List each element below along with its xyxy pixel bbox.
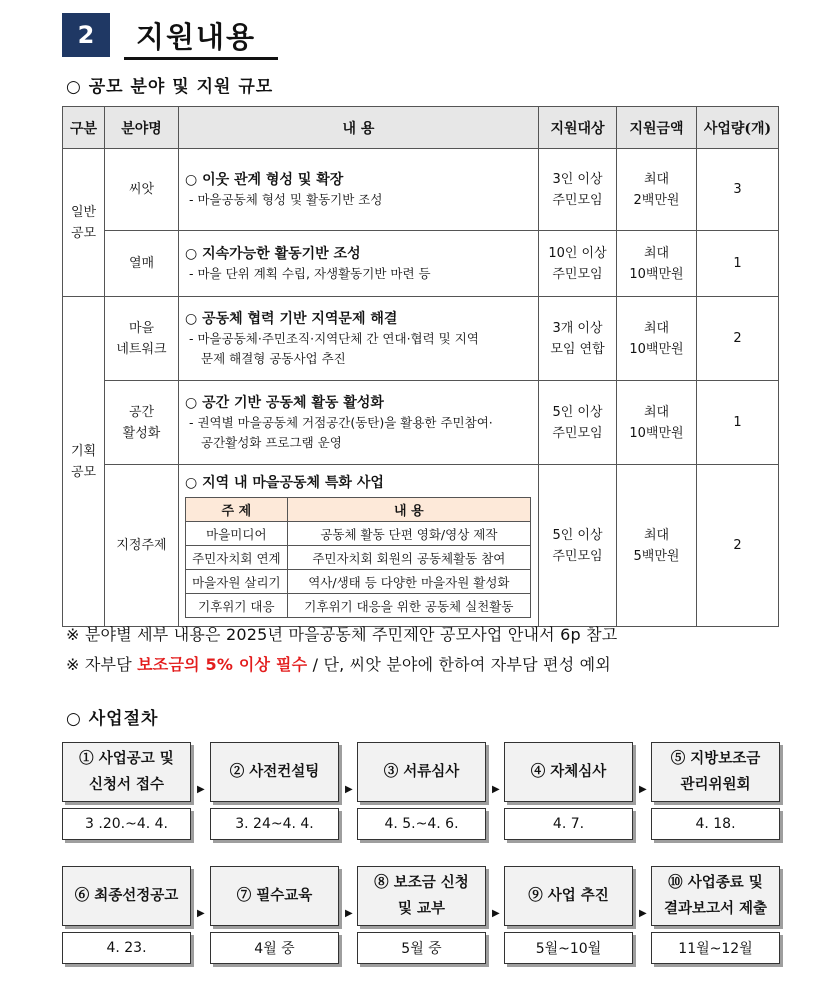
content-cell: [179, 231, 539, 297]
arrow-right-icon: ▶: [197, 784, 205, 795]
subtable-header-content: 내 용: [287, 498, 530, 522]
amount-cell: 최대 2백만원: [617, 149, 697, 231]
subtable-topic: 마을미디어: [186, 522, 288, 546]
subheading-support-scale: ○ 공모 분야 및 지원 규모: [66, 77, 274, 97]
step-date: 4. 18.: [651, 808, 780, 840]
subtable-content: 주민자치회 회원의 공동체활동 참여: [287, 546, 530, 570]
note-prefix: ※ 자부담: [66, 655, 138, 674]
arrow-right-icon: ▶: [639, 908, 647, 919]
note-suffix: / 단, 씨앗 분야에 한하여 자부담 편성 예외: [307, 655, 611, 674]
content-desc-line: - 권역별 마을공동체 거점공간(동탄)을 활용한 주민참여·: [189, 414, 493, 430]
step-label: ④ 자체심사: [504, 742, 633, 802]
subtable-row: [186, 546, 531, 570]
theme-subtable: [185, 497, 531, 618]
content-title: ○ 지속가능한 활동기반 조성: [185, 245, 361, 262]
process-step-10: [651, 866, 780, 964]
subtable-content: 공동체 활동 단편 영화/영상 제작: [287, 522, 530, 546]
table-header-row: [63, 107, 779, 149]
arrow-right-icon: ▶: [345, 908, 353, 919]
step-label: ⑤ 지방보조금 관리위원회: [651, 742, 780, 802]
table-row: [63, 231, 779, 297]
process-step-9: [504, 866, 633, 964]
step-date: 3 .20.~4. 4.: [62, 808, 191, 840]
process-step-7: [210, 866, 339, 964]
content-desc: [185, 329, 532, 369]
arrow-right-icon: ▶: [492, 908, 500, 919]
group-planned: 기획 공모: [63, 297, 105, 627]
content-desc-line: - 마을공동체·주민조직·지역단체 간 연대·협력 및 지역: [189, 330, 479, 346]
step-label: ⑥ 최종선정공고: [62, 866, 191, 926]
step-label: ⑧ 보조금 신청 및 교부: [357, 866, 486, 926]
step-label: ② 사전컨설팅: [210, 742, 339, 802]
target-cell: 10인 이상 주민모임: [539, 231, 617, 297]
header-amount: 지원금액: [617, 107, 697, 149]
count-cell: 2: [697, 297, 779, 381]
subtable-header-topic: 주 제: [186, 498, 288, 522]
step-date: 4. 5.~4. 6.: [357, 808, 486, 840]
process-step-1: [62, 742, 191, 840]
note-self-funding: [66, 652, 611, 675]
table-row: [63, 465, 779, 627]
support-table: [62, 106, 779, 627]
table-row: [63, 381, 779, 465]
content-cell: [179, 149, 539, 231]
section-header: [62, 12, 256, 58]
arrow-right-icon: ▶: [345, 784, 353, 795]
content-desc-line: 문제 해결형 공동사업 추진: [201, 350, 346, 366]
step-label: ① 사업공고 및 신청서 접수: [62, 742, 191, 802]
content-desc: - 마을 단위 계획 수립, 자생활동기반 마련 등: [189, 265, 431, 281]
field-name: 씨앗: [105, 149, 179, 231]
count-cell: 2: [697, 465, 779, 627]
header-target: 지원대상: [539, 107, 617, 149]
arrow-right-icon: ▶: [639, 784, 647, 795]
step-label: ⑦ 필수교육: [210, 866, 339, 926]
field-name: 열매: [105, 231, 179, 297]
count-cell: 3: [697, 149, 779, 231]
note-highlight: 보조금의 5% 이상 필수: [137, 655, 308, 674]
step-date: 4월 중: [210, 932, 339, 964]
step-date: 3. 24~4. 4.: [210, 808, 339, 840]
step-label: ⑨ 사업 추진: [504, 866, 633, 926]
content-cell: [179, 465, 539, 627]
subtable-row: [186, 522, 531, 546]
process-step-6: [62, 866, 191, 964]
table-row: [63, 149, 779, 231]
subtable-content: 기후위기 대응을 위한 공동체 실천활동: [287, 594, 530, 618]
table-row: [63, 297, 779, 381]
count-cell: 1: [697, 231, 779, 297]
subtable-topic: 기후위기 대응: [186, 594, 288, 618]
content-desc-line: 공간활성화 프로그램 운영: [201, 434, 342, 450]
subtable-topic: 주민자치회 연계: [186, 546, 288, 570]
header-count: 사업량(개): [697, 107, 779, 149]
amount-cell: 최대 10백만원: [617, 231, 697, 297]
amount-cell: 최대 10백만원: [617, 381, 697, 465]
field-name: 지정주제: [105, 465, 179, 627]
content-desc: - 마을공동체 형성 및 활동기반 조성: [189, 191, 383, 207]
target-cell: 3개 이상 모임 연합: [539, 297, 617, 381]
group-general: 일반 공모: [63, 149, 105, 297]
process-step-8: [357, 866, 486, 964]
section-title-underline: [124, 57, 278, 60]
content-cell: [179, 297, 539, 381]
note-detail-reference: ※ 분야별 세부 내용은 2025년 마을공동체 주민제안 공모사업 안내서 6p 참고: [66, 625, 618, 644]
step-label: ⑩ 사업종료 및 결과보고서 제출: [651, 866, 780, 926]
target-cell: 3인 이상 주민모임: [539, 149, 617, 231]
amount-cell: 최대 5백만원: [617, 465, 697, 627]
process-step-4: [504, 742, 633, 840]
step-date: 5월~10월: [504, 932, 633, 964]
step-date: 5월 중: [357, 932, 486, 964]
content-title: ○ 이웃 관계 형성 및 확장: [185, 171, 344, 188]
field-name: 공간 활성화: [105, 381, 179, 465]
header-category: 구분: [63, 107, 105, 149]
target-cell: 5인 이상 주민모임: [539, 465, 617, 627]
process-step-2: [210, 742, 339, 840]
target-cell: 5인 이상 주민모임: [539, 381, 617, 465]
arrow-right-icon: ▶: [492, 784, 500, 795]
content-title: ○ 공간 기반 공동체 활동 활성화: [185, 394, 384, 411]
process-step-5: [651, 742, 780, 840]
header-content: 내 용: [179, 107, 539, 149]
process-step-3: [357, 742, 486, 840]
arrow-right-icon: ▶: [197, 908, 205, 919]
amount-cell: 최대 10백만원: [617, 297, 697, 381]
field-name: 마을 네트워크: [105, 297, 179, 381]
subtable-content: 역사/생태 등 다양한 마을자원 활성화: [287, 570, 530, 594]
header-field: 분야명: [105, 107, 179, 149]
content-desc: [185, 413, 532, 453]
content-title: ○ 공동체 협력 기반 지역문제 해결: [185, 310, 398, 327]
subtable-header-row: [186, 498, 531, 522]
step-label: ③ 서류심사: [357, 742, 486, 802]
subtable-row: [186, 570, 531, 594]
content-cell: [179, 381, 539, 465]
section-title: 지원내용: [136, 19, 257, 54]
subtable-topic: 마을자원 살리기: [186, 570, 288, 594]
content-title: ○ 지역 내 마을공동체 특화 사업: [185, 475, 384, 491]
step-date: 4. 23.: [62, 932, 191, 964]
count-cell: 1: [697, 381, 779, 465]
step-date: 11월~12월: [651, 932, 780, 964]
step-date: 4. 7.: [504, 808, 633, 840]
subtable-row: [186, 594, 531, 618]
subheading-process: ○ 사업절차: [66, 709, 159, 729]
section-number: 2: [62, 13, 110, 57]
